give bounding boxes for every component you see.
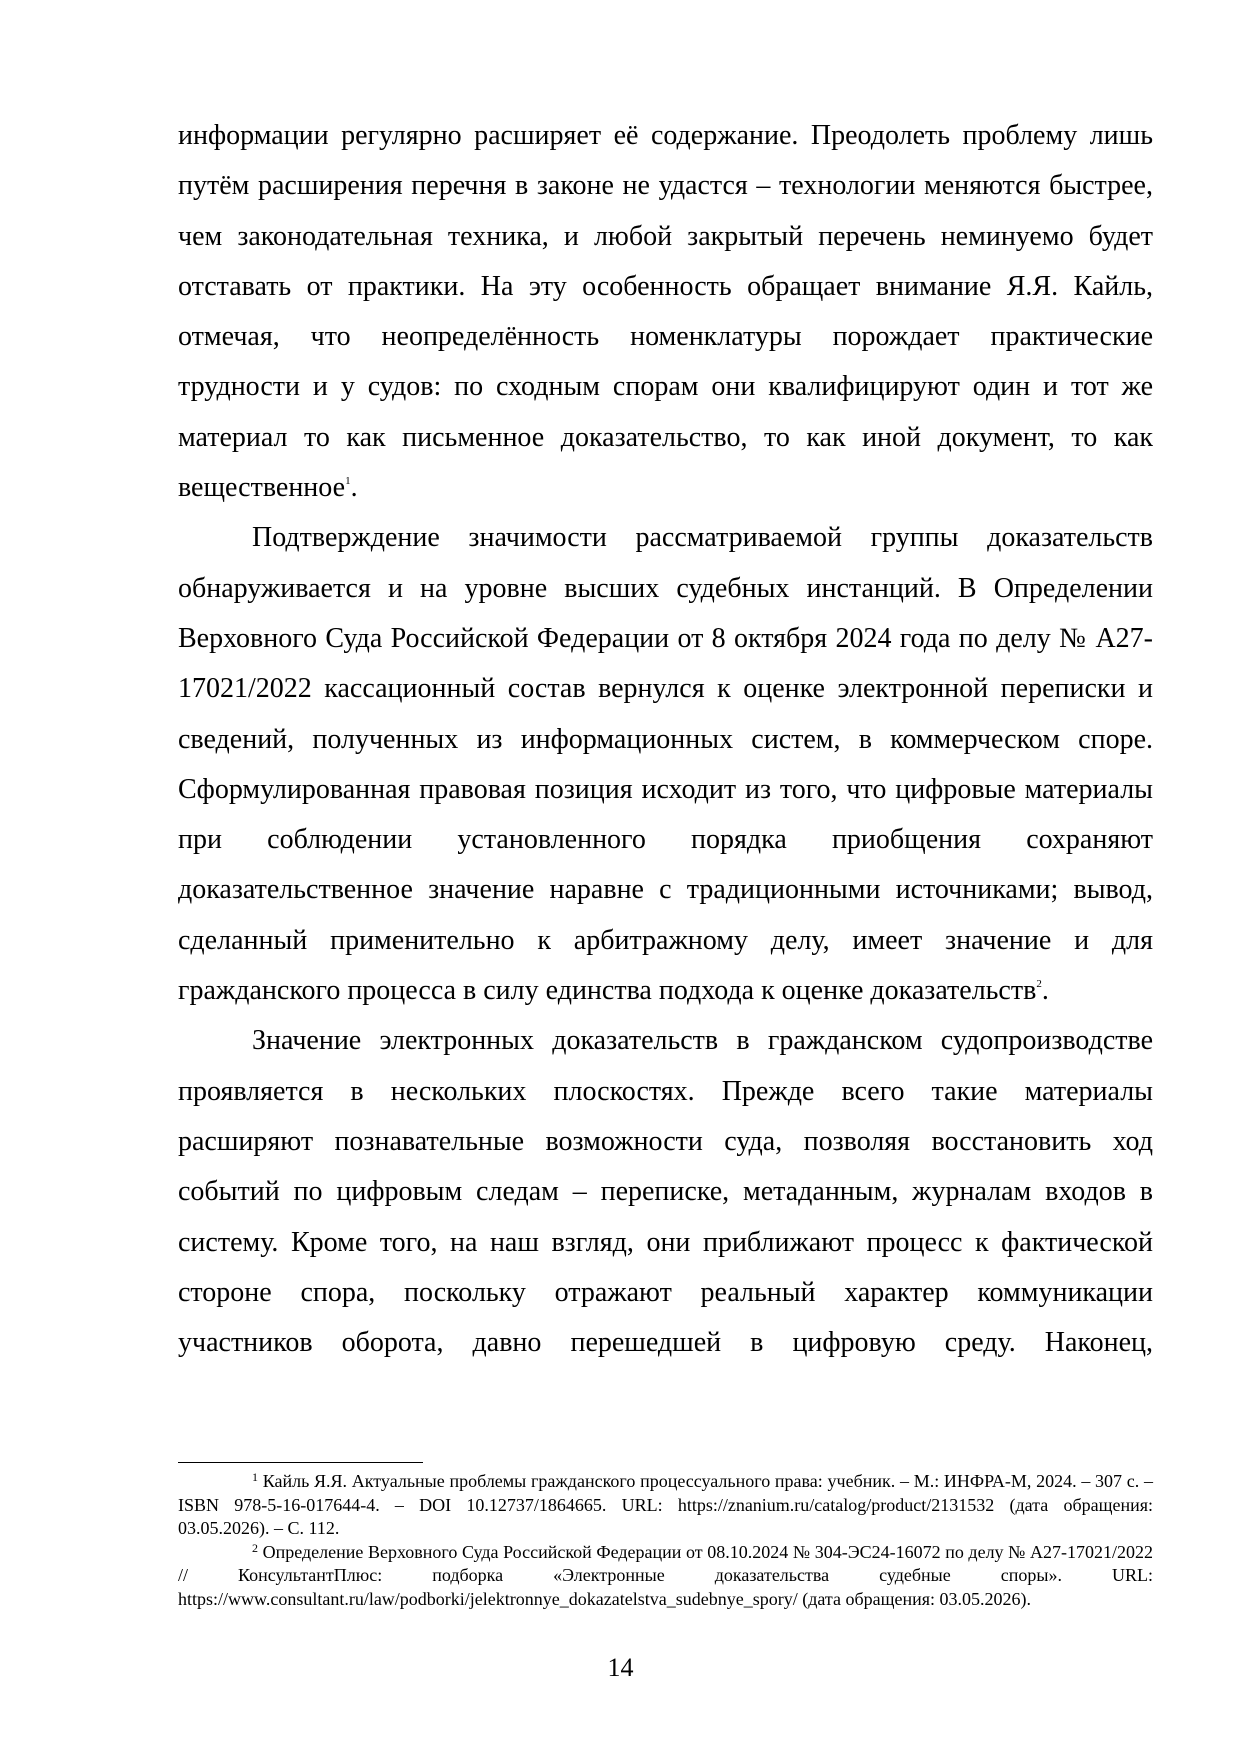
paragraph-text: Значение электронных доказательств в гражданском судопроизводстве проявляется в нескольких плоскостях. Прежде всего такие материалы расширяют познавательные возможности суда, позволяя восстановить ход событий по цифровым следам – переписке, метаданным, журналам входов в систему. Кроме того, на наш взгляд, они приближают процесс к фактической стороне спора, поскольку отражают реальный характер коммуникации участников оборота, давно перешедшей в цифровую среду. Наконец, xyxy=(178,1025,1153,1359)
footnote-number: 1 xyxy=(252,1470,258,1484)
paragraph xyxy=(178,111,1153,513)
paragraph-text: Подтверждение значимости рассматриваемой группы доказательств обнаруживается и на уровне высших судебных инстанций. В Определении Верховного Суда Российской Федерации от 8 октября 2024 года по делу № А27-17021/2022 кассационный состав вернулся к оценке электронной переписки и сведений, полученных из информационных систем, в коммерческом споре. Сформулированная правовая позиция исходит из того, что цифровые материалы при соблюдении установленного порядка приобщения сохраняют доказательственное значение наравне с традиционными источниками; вывод, сделанный применительно к арбитражному делу, имеет значение и для гражданского процесса в силу единства подхода к оценке доказательств xyxy=(178,522,1153,1007)
body-text xyxy=(178,111,1153,1368)
footnote-reference[interactable]: 1 xyxy=(345,475,351,488)
page-number: 14 xyxy=(607,1653,634,1682)
paragraph-tail: . xyxy=(1041,975,1049,1007)
footnote xyxy=(178,1541,1153,1612)
footnote xyxy=(178,1470,1153,1541)
footnote-text: Кайль Я.Я. Актуальные проблемы гражданского процессуального права: учебник. – М.: ИНФРА-М, 2024. – 307 с. – ISBN 978-5-16-017644-4. – DOI 10.12737/1864665. URL: https://znanium.ru/catalog/product/2131532 (дата обращения: 03.05.2026). – С. 112. xyxy=(178,1471,1153,1538)
footnote-reference[interactable]: 2 xyxy=(1036,978,1042,991)
paragraph-tail: . xyxy=(350,472,358,504)
footnote-text: Определение Верховного Суда Российской Федерации от 08.10.2024 № 304-ЭС24-16072 по делу № А27-17021/2022 // КонсультантПлюс: подборка «Электронные доказательства судебные споры». URL: https://www.consultant.ru/law/podborki/jelektronnye_dokazatelstva_sudebnye_spory/ (дата обращения: 03.05.2026). xyxy=(178,1541,1154,1609)
footnote-separator xyxy=(178,1462,423,1463)
paragraph xyxy=(178,513,1153,1016)
footnotes xyxy=(178,1470,1153,1611)
footnote-number: 2 xyxy=(252,1540,258,1555)
paragraph-text: информации регулярно расширяет её содержание. Преодолеть проблему лишь путём расширения перечня в законе не удастся – технологии меняются быстрее, чем законодательная техника, и любой закрытый перечень неминуемо будет отставать от практики. На эту особенность обращает внимание Я.Я. Кайль, отмечая, что неопределённость номенклатуры порождает практические трудности и у судов: по сходным спорам они квалифицируют один и тот же материал то как письменное доказательство, то как иной документ, то как вещественное xyxy=(178,120,1153,504)
paragraph xyxy=(178,1016,1153,1368)
